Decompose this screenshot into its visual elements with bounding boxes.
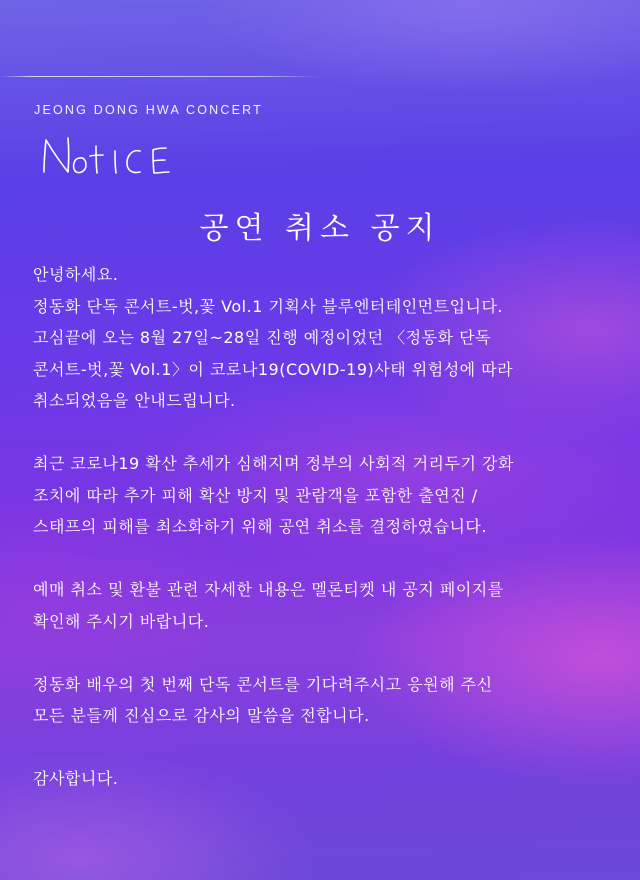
body-line: 고심끝에 오는 8월 27일~28일 진행 예정이었던 〈정동화 단독 xyxy=(33,328,491,347)
body-line: 예매 취소 및 환불 관련 자세한 내용은 멜론티켓 내 공지 페이지를 xyxy=(33,580,504,599)
notice-handwritten-logo xyxy=(28,120,198,190)
body-line: 취소되었음을 안내드립니다. xyxy=(33,391,236,410)
body-line: 최근 코로나19 확산 추세가 심해지며 정부의 사회적 거리두기 강화 xyxy=(33,454,514,473)
body-line: 스태프의 피해를 최소화하기 위해 공연 취소를 결정하였습니다. xyxy=(33,517,487,536)
body-line: 정동화 배우의 첫 번째 단독 콘서트를 기다려주시고 응원해 주신 xyxy=(33,674,493,694)
greeting-line: 안녕하세요. xyxy=(33,265,119,284)
closing-line: 감사합니다. xyxy=(33,769,119,788)
body-line: 확인해 주시기 바랍니다. xyxy=(33,611,210,631)
notice-body xyxy=(33,259,623,795)
decorative-divider xyxy=(0,76,320,77)
page-title: 공연 취소 공지 xyxy=(199,211,441,246)
body-line: 조치에 따라 추가 피해 확산 방지 및 관람객을 포함한 출연진 / xyxy=(33,485,478,505)
body-line: 콘서트-벗,꽃 Vol.1〉이 코로나19(COVID-19)사태 위험성에 따라 xyxy=(33,359,514,379)
body-line: 모든 분들께 진심으로 감사의 말씀을 전합니다. xyxy=(33,706,370,725)
concert-label: JEONG DONG HWA CONCERT xyxy=(34,103,263,117)
body-line: 정동화 단독 콘서트-벗,꽃 Vol.1 기획사 블루엔터테인먼트입니다. xyxy=(33,296,504,316)
